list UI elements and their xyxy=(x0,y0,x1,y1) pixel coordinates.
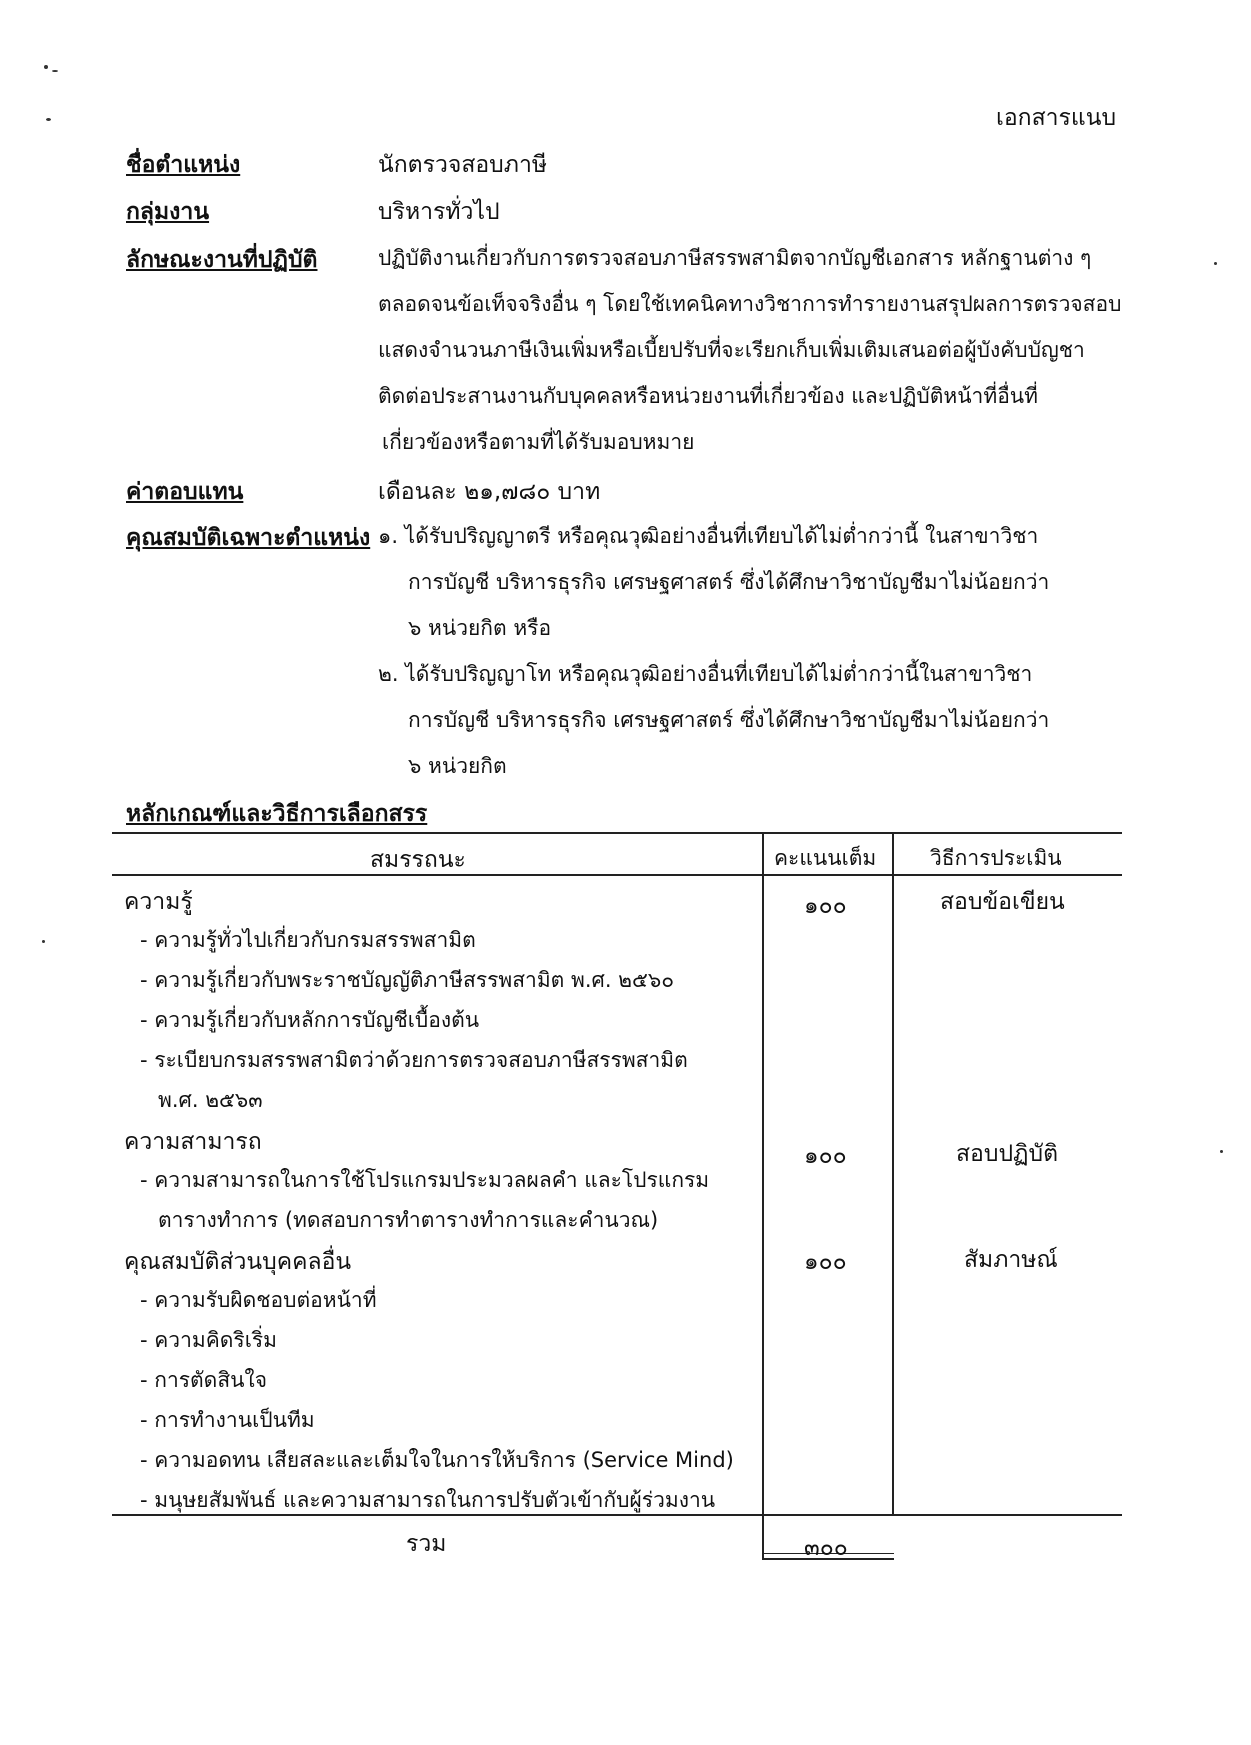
competency-item: - ความรู้เกี่ยวกับพระราชบัญญัติภาษีสรรพสามิต พ.ศ. ๒๕๖๐ xyxy=(140,968,675,992)
scan-speck xyxy=(1220,1150,1223,1153)
competency-item: ตารางทำการ (ทดสอบการทำตารางทำการและคำนวณ) xyxy=(158,1208,659,1232)
competency-item: - ความรู้ทั่วไปเกี่ยวกับกรมสรรพสามิต xyxy=(140,928,476,952)
competency-item: - ความสามารถในการใช้โปรแกรมประมวลผลคำ และโปรแกรม xyxy=(140,1168,710,1192)
qualification-line: การบัญชี บริหารธุรกิจ เศรษฐศาสตร์ ซึ่งได้ศึกษาวิชาบัญชีมาไม่น้อยกว่า xyxy=(408,708,1050,732)
work-group-value: บริหารทั่วไป xyxy=(378,199,500,225)
total-label: รวม xyxy=(406,1531,447,1557)
competency-method: สัมภาษณ์ xyxy=(964,1247,1058,1273)
position-title-value: นักตรวจสอบภาษี xyxy=(378,152,548,178)
scan-speck xyxy=(42,940,45,943)
table-column-divider xyxy=(892,832,894,1516)
qualification-line: ๖ หน่วยกิต หรือ xyxy=(408,616,552,640)
pay-label: ค่าตอบแทน xyxy=(126,479,244,505)
qualification-line: ๖ หน่วยกิต xyxy=(408,754,507,778)
scan-speck xyxy=(1214,262,1217,265)
duty-line: ติดต่อประสานงานกับบุคคลหรือหน่วยงานที่เกี่ยวข้อง และปฏิบัติหน้าที่อื่นที่ xyxy=(378,384,1039,408)
competency-item: พ.ศ. ๒๕๖๓ xyxy=(158,1088,263,1112)
competency-item: - ความอดทน เสียสละและเต็มใจในการให้บริการ (Service Mind) xyxy=(140,1448,734,1472)
table-top-border xyxy=(112,832,1122,834)
competency-score: ๑๐๐ xyxy=(804,1143,847,1169)
table-column-divider xyxy=(762,832,764,1560)
work-group-label: กลุ่มงาน xyxy=(126,199,210,225)
duty-label: ลักษณะงานที่ปฏิบัติ xyxy=(126,247,318,273)
competency-item: - ความคิดริเริ่ม xyxy=(140,1328,277,1352)
criteria-heading: หลักเกณฑ์และวิธีการเลือกสรร xyxy=(126,801,428,827)
column-header-method: วิธีการประเมิน xyxy=(930,846,1062,870)
position-title-label: ชื่อตำแหน่ง xyxy=(126,152,241,178)
competency-score: ๑๐๐ xyxy=(804,1249,847,1275)
competency-score: ๑๐๐ xyxy=(804,893,847,919)
competency-title: ความรู้ xyxy=(124,889,193,915)
qualification-line: การบัญชี บริหารธุรกิจ เศรษฐศาสตร์ ซึ่งได้ศึกษาวิชาบัญชีมาไม่น้อยกว่า xyxy=(408,570,1050,594)
duty-line: แสดงจำนวนภาษีเงินเพิ่มหรือเบี้ยปรับที่จะเรียกเก็บเพิ่มเติมเสนอต่อผู้บังคับบัญชา xyxy=(378,338,1085,362)
competency-title: คุณสมบัติส่วนบุคคลอื่น xyxy=(124,1249,352,1275)
competency-method: สอบปฏิบัติ xyxy=(956,1141,1059,1167)
competency-item: - การทำงานเป็นทีม xyxy=(140,1408,315,1432)
scan-speck xyxy=(52,70,58,72)
competency-item: - ระเบียบกรมสรรพสามิตว่าด้วยการตรวจสอบภาษีสรรพสามิต xyxy=(140,1048,688,1072)
scan-speck xyxy=(44,65,48,69)
competency-item: - ความรู้เกี่ยวกับหลักการบัญชีเบื้องต้น xyxy=(140,1008,480,1032)
column-header-score: คะแนนเต็ม xyxy=(774,846,877,870)
competency-item: - การตัดสินใจ xyxy=(140,1368,268,1392)
scan-speck xyxy=(46,118,51,121)
duty-line: ตลอดจนข้อเท็จจริงอื่น ๆ โดยใช้เทคนิคทางวิชาการทำรายงานสรุปผลการตรวจสอบ xyxy=(378,292,1122,316)
duty-line: เกี่ยวข้องหรือตามที่ได้รับมอบหมาย xyxy=(382,430,695,454)
duty-line: ปฏิบัติงานเกี่ยวกับการตรวจสอบภาษีสรรพสามิตจากบัญชีเอกสาร หลักฐานต่าง ๆ xyxy=(378,246,1092,270)
pay-value: เดือนละ ๒๑,๗๘๐ บาท xyxy=(378,479,601,505)
qualification-line: ๑. ได้รับปริญญาตรี หรือคุณวุฒิอย่างอื่นที่เทียบได้ไม่ต่ำกว่านี้ ในสาขาวิชา xyxy=(378,524,1039,548)
competency-item: - ความรับผิดชอบต่อหน้าที่ xyxy=(140,1288,377,1312)
competency-method: สอบข้อเขียน xyxy=(940,889,1065,915)
column-header-competency: สมรรถนะ xyxy=(370,847,466,873)
competency-title: ความสามารถ xyxy=(124,1129,262,1155)
qualification-label: คุณสมบัติเฉพาะตำแหน่ง xyxy=(126,525,371,551)
competency-item: - มนุษยสัมพันธ์ และความสามารถในการปรับตัวเข้ากับผู้ร่วมงาน xyxy=(140,1488,716,1512)
total-value: ๓๐๐ xyxy=(804,1535,848,1561)
qualification-line: ๒. ได้รับปริญญาโท หรือคุณวุฒิอย่างอื่นที่เทียบได้ไม่ต่ำกว่านี้ในสาขาวิชา xyxy=(378,662,1033,686)
attachment-label: เอกสารแนบ xyxy=(996,105,1117,131)
